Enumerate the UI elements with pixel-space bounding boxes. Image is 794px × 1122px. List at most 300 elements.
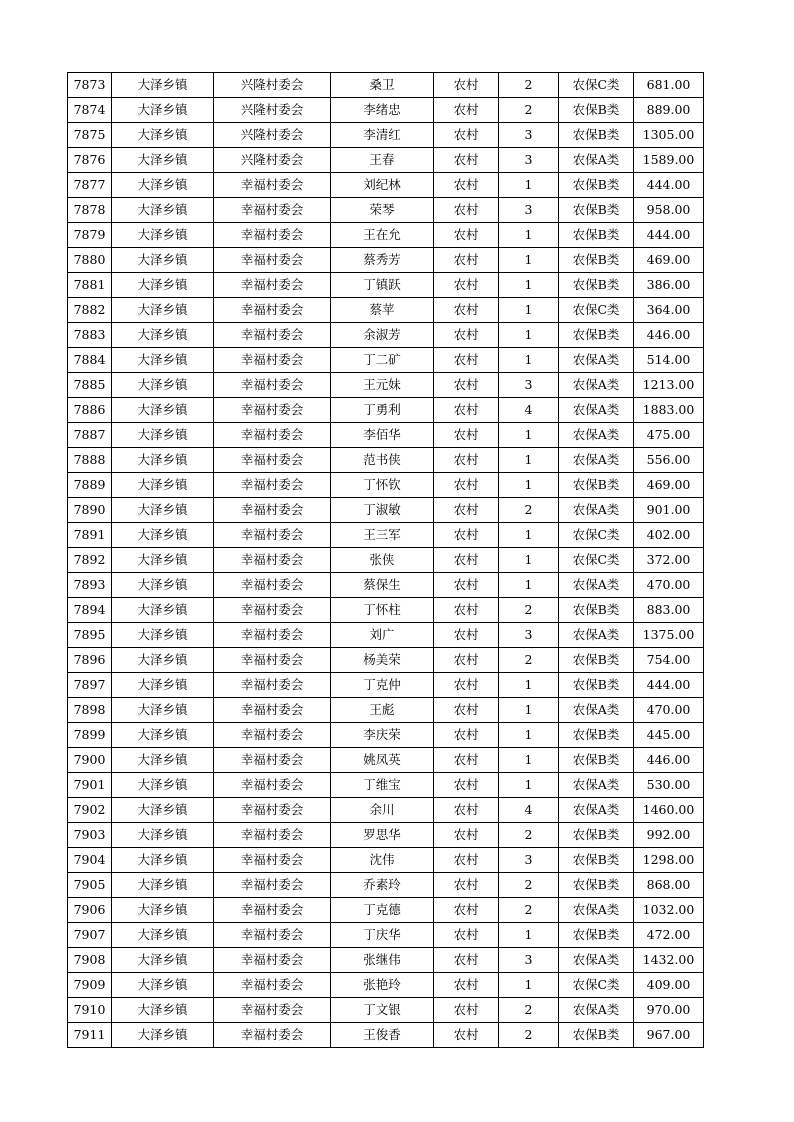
insurance-category-cell: 农保A类	[559, 148, 634, 173]
town-cell: 大泽乡镇	[112, 573, 214, 598]
row-number-cell: 7894	[68, 598, 112, 623]
person-name-cell: 荣琴	[331, 198, 434, 223]
household-type-cell: 农村	[434, 698, 499, 723]
household-type-cell: 农村	[434, 998, 499, 1023]
amount-cell: 402.00	[634, 523, 704, 548]
town-cell: 大泽乡镇	[112, 923, 214, 948]
insurance-category-cell: 农保A类	[559, 498, 634, 523]
table-row	[68, 98, 704, 123]
row-number-cell: 7896	[68, 648, 112, 673]
town-cell: 大泽乡镇	[112, 98, 214, 123]
table-row	[68, 923, 704, 948]
person-name-cell: 余淑芳	[331, 323, 434, 348]
table-row	[68, 598, 704, 623]
row-number-cell: 7876	[68, 148, 112, 173]
person-name-cell: 丁镇跃	[331, 273, 434, 298]
household-type-cell: 农村	[434, 623, 499, 648]
row-number-cell: 7875	[68, 123, 112, 148]
amount-cell: 469.00	[634, 248, 704, 273]
table-row	[68, 1023, 704, 1048]
amount-cell: 364.00	[634, 298, 704, 323]
amount-cell: 444.00	[634, 673, 704, 698]
person-name-cell: 乔素玲	[331, 873, 434, 898]
town-cell: 大泽乡镇	[112, 498, 214, 523]
amount-cell: 1375.00	[634, 623, 704, 648]
person-name-cell: 沈伟	[331, 848, 434, 873]
insurance-category-cell: 农保B类	[559, 173, 634, 198]
family-size-cell: 4	[499, 798, 559, 823]
town-cell: 大泽乡镇	[112, 123, 214, 148]
town-cell: 大泽乡镇	[112, 73, 214, 98]
household-type-cell: 农村	[434, 748, 499, 773]
family-size-cell: 3	[499, 198, 559, 223]
village-cell: 兴隆村委会	[214, 73, 331, 98]
table-row	[68, 398, 704, 423]
household-type-cell: 农村	[434, 148, 499, 173]
row-number-cell: 7883	[68, 323, 112, 348]
town-cell: 大泽乡镇	[112, 423, 214, 448]
row-number-cell: 7893	[68, 573, 112, 598]
insurance-category-cell: 农保A类	[559, 398, 634, 423]
person-name-cell: 丁怀柱	[331, 598, 434, 623]
family-size-cell: 1	[499, 748, 559, 773]
family-size-cell: 1	[499, 573, 559, 598]
town-cell: 大泽乡镇	[112, 323, 214, 348]
insurance-category-cell: 农保A类	[559, 348, 634, 373]
insurance-category-cell: 农保B类	[559, 923, 634, 948]
row-number-cell: 7873	[68, 73, 112, 98]
row-number-cell: 7900	[68, 748, 112, 773]
table-row	[68, 498, 704, 523]
village-cell: 幸福村委会	[214, 573, 331, 598]
town-cell: 大泽乡镇	[112, 998, 214, 1023]
village-cell: 幸福村委会	[214, 173, 331, 198]
family-size-cell: 3	[499, 623, 559, 648]
village-cell: 幸福村委会	[214, 673, 331, 698]
family-size-cell: 1	[499, 723, 559, 748]
table-row	[68, 223, 704, 248]
table-row	[68, 573, 704, 598]
village-cell: 幸福村委会	[214, 823, 331, 848]
person-name-cell: 王三军	[331, 523, 434, 548]
town-cell: 大泽乡镇	[112, 898, 214, 923]
village-cell: 幸福村委会	[214, 523, 331, 548]
town-cell: 大泽乡镇	[112, 223, 214, 248]
town-cell: 大泽乡镇	[112, 173, 214, 198]
village-cell: 幸福村委会	[214, 973, 331, 998]
insurance-category-cell: 农保A类	[559, 998, 634, 1023]
table-row	[68, 548, 704, 573]
person-name-cell: 罗思华	[331, 823, 434, 848]
insurance-category-cell: 农保B类	[559, 123, 634, 148]
row-number-cell: 7897	[68, 673, 112, 698]
person-name-cell: 李庆荣	[331, 723, 434, 748]
person-name-cell: 丁淑敏	[331, 498, 434, 523]
insurance-category-cell: 农保A类	[559, 948, 634, 973]
row-number-cell: 7889	[68, 473, 112, 498]
person-name-cell: 丁克德	[331, 898, 434, 923]
table-row	[68, 648, 704, 673]
village-cell: 兴隆村委会	[214, 148, 331, 173]
amount-cell: 1883.00	[634, 398, 704, 423]
person-name-cell: 刘广	[331, 623, 434, 648]
amount-cell: 1460.00	[634, 798, 704, 823]
village-cell: 幸福村委会	[214, 998, 331, 1023]
village-cell: 幸福村委会	[214, 773, 331, 798]
family-size-cell: 3	[499, 373, 559, 398]
family-size-cell: 1	[499, 673, 559, 698]
table-row	[68, 198, 704, 223]
village-cell: 幸福村委会	[214, 398, 331, 423]
family-size-cell: 1	[499, 523, 559, 548]
household-type-cell: 农村	[434, 323, 499, 348]
family-size-cell: 2	[499, 1023, 559, 1048]
person-name-cell: 蔡秀芳	[331, 248, 434, 273]
row-number-cell: 7888	[68, 448, 112, 473]
village-cell: 幸福村委会	[214, 448, 331, 473]
amount-cell: 883.00	[634, 598, 704, 623]
household-type-cell: 农村	[434, 823, 499, 848]
town-cell: 大泽乡镇	[112, 348, 214, 373]
amount-cell: 472.00	[634, 923, 704, 948]
table-row	[68, 473, 704, 498]
town-cell: 大泽乡镇	[112, 198, 214, 223]
household-type-cell: 农村	[434, 548, 499, 573]
household-type-cell: 农村	[434, 798, 499, 823]
person-name-cell: 丁二矿	[331, 348, 434, 373]
town-cell: 大泽乡镇	[112, 823, 214, 848]
village-cell: 幸福村委会	[214, 873, 331, 898]
town-cell: 大泽乡镇	[112, 723, 214, 748]
insurance-category-cell: 农保C类	[559, 298, 634, 323]
village-cell: 幸福村委会	[214, 598, 331, 623]
insurance-category-cell: 农保C类	[559, 973, 634, 998]
table-row	[68, 823, 704, 848]
town-cell: 大泽乡镇	[112, 373, 214, 398]
row-number-cell: 7874	[68, 98, 112, 123]
amount-cell: 470.00	[634, 698, 704, 723]
row-number-cell: 7905	[68, 873, 112, 898]
town-cell: 大泽乡镇	[112, 873, 214, 898]
table-row	[68, 348, 704, 373]
table-row	[68, 973, 704, 998]
household-type-cell: 农村	[434, 473, 499, 498]
family-size-cell: 2	[499, 823, 559, 848]
town-cell: 大泽乡镇	[112, 748, 214, 773]
family-size-cell: 1	[499, 698, 559, 723]
insurance-category-cell: 农保B类	[559, 98, 634, 123]
row-number-cell: 7906	[68, 898, 112, 923]
amount-cell: 530.00	[634, 773, 704, 798]
insurance-category-cell: 农保B类	[559, 598, 634, 623]
row-number-cell: 7879	[68, 223, 112, 248]
town-cell: 大泽乡镇	[112, 623, 214, 648]
household-type-cell: 农村	[434, 173, 499, 198]
insurance-category-cell: 农保A类	[559, 573, 634, 598]
table-row	[68, 423, 704, 448]
person-name-cell: 李佰华	[331, 423, 434, 448]
amount-cell: 446.00	[634, 323, 704, 348]
person-name-cell: 李清红	[331, 123, 434, 148]
town-cell: 大泽乡镇	[112, 848, 214, 873]
person-name-cell: 李绪忠	[331, 98, 434, 123]
person-name-cell: 蔡苹	[331, 298, 434, 323]
table-row	[68, 323, 704, 348]
amount-cell: 446.00	[634, 748, 704, 773]
row-number-cell: 7887	[68, 423, 112, 448]
row-number-cell: 7901	[68, 773, 112, 798]
insurance-category-cell: 农保B类	[559, 748, 634, 773]
insurance-category-cell: 农保A类	[559, 373, 634, 398]
village-cell: 幸福村委会	[214, 923, 331, 948]
family-size-cell: 2	[499, 998, 559, 1023]
town-cell: 大泽乡镇	[112, 598, 214, 623]
family-size-cell: 1	[499, 448, 559, 473]
row-number-cell: 7909	[68, 973, 112, 998]
row-number-cell: 7899	[68, 723, 112, 748]
town-cell: 大泽乡镇	[112, 273, 214, 298]
row-number-cell: 7891	[68, 523, 112, 548]
household-type-cell: 农村	[434, 523, 499, 548]
family-size-cell: 1	[499, 473, 559, 498]
family-size-cell: 2	[499, 498, 559, 523]
amount-cell: 868.00	[634, 873, 704, 898]
row-number-cell: 7881	[68, 273, 112, 298]
table-row	[68, 673, 704, 698]
family-size-cell: 3	[499, 848, 559, 873]
amount-cell: 681.00	[634, 73, 704, 98]
village-cell: 幸福村委会	[214, 223, 331, 248]
family-size-cell: 1	[499, 423, 559, 448]
family-size-cell: 3	[499, 148, 559, 173]
table-row	[68, 723, 704, 748]
insurance-category-cell: 农保B类	[559, 198, 634, 223]
household-type-cell: 农村	[434, 448, 499, 473]
town-cell: 大泽乡镇	[112, 973, 214, 998]
town-cell: 大泽乡镇	[112, 473, 214, 498]
household-type-cell: 农村	[434, 673, 499, 698]
town-cell: 大泽乡镇	[112, 1023, 214, 1048]
insurance-category-cell: 农保A类	[559, 698, 634, 723]
village-cell: 幸福村委会	[214, 323, 331, 348]
person-name-cell: 王彪	[331, 698, 434, 723]
table-row	[68, 148, 704, 173]
village-cell: 幸福村委会	[214, 423, 331, 448]
village-cell: 幸福村委会	[214, 1023, 331, 1048]
amount-cell: 1432.00	[634, 948, 704, 973]
household-type-cell: 农村	[434, 948, 499, 973]
town-cell: 大泽乡镇	[112, 398, 214, 423]
family-size-cell: 4	[499, 398, 559, 423]
village-cell: 幸福村委会	[214, 248, 331, 273]
row-number-cell: 7892	[68, 548, 112, 573]
town-cell: 大泽乡镇	[112, 773, 214, 798]
row-number-cell: 7898	[68, 698, 112, 723]
row-number-cell: 7902	[68, 798, 112, 823]
row-number-cell: 7903	[68, 823, 112, 848]
household-type-cell: 农村	[434, 248, 499, 273]
household-type-cell: 农村	[434, 723, 499, 748]
town-cell: 大泽乡镇	[112, 298, 214, 323]
amount-cell: 444.00	[634, 223, 704, 248]
table-row	[68, 873, 704, 898]
town-cell: 大泽乡镇	[112, 648, 214, 673]
row-number-cell: 7895	[68, 623, 112, 648]
household-type-cell: 农村	[434, 373, 499, 398]
village-cell: 幸福村委会	[214, 723, 331, 748]
amount-cell: 901.00	[634, 498, 704, 523]
amount-cell: 967.00	[634, 1023, 704, 1048]
family-size-cell: 3	[499, 123, 559, 148]
amount-cell: 445.00	[634, 723, 704, 748]
amount-cell: 470.00	[634, 573, 704, 598]
insurance-category-cell: 农保C类	[559, 548, 634, 573]
row-number-cell: 7877	[68, 173, 112, 198]
person-name-cell: 丁怀钦	[331, 473, 434, 498]
insurance-category-cell: 农保B类	[559, 848, 634, 873]
insurance-category-cell: 农保B类	[559, 223, 634, 248]
row-number-cell: 7880	[68, 248, 112, 273]
person-name-cell: 杨美荣	[331, 648, 434, 673]
amount-cell: 514.00	[634, 348, 704, 373]
household-type-cell: 农村	[434, 648, 499, 673]
person-name-cell: 王春	[331, 148, 434, 173]
amount-cell: 970.00	[634, 998, 704, 1023]
household-type-cell: 农村	[434, 73, 499, 98]
person-name-cell: 丁维宝	[331, 773, 434, 798]
household-type-cell: 农村	[434, 873, 499, 898]
person-name-cell: 余川	[331, 798, 434, 823]
table-row	[68, 748, 704, 773]
village-cell: 幸福村委会	[214, 623, 331, 648]
village-cell: 幸福村委会	[214, 373, 331, 398]
amount-cell: 1305.00	[634, 123, 704, 148]
household-type-cell: 农村	[434, 573, 499, 598]
person-name-cell: 王俊香	[331, 1023, 434, 1048]
town-cell: 大泽乡镇	[112, 148, 214, 173]
amount-cell: 958.00	[634, 198, 704, 223]
row-number-cell: 7882	[68, 298, 112, 323]
town-cell: 大泽乡镇	[112, 948, 214, 973]
household-type-cell: 农村	[434, 773, 499, 798]
family-size-cell: 1	[499, 923, 559, 948]
amount-cell: 556.00	[634, 448, 704, 473]
village-cell: 幸福村委会	[214, 298, 331, 323]
amount-cell: 1032.00	[634, 898, 704, 923]
household-type-cell: 农村	[434, 848, 499, 873]
person-name-cell: 丁勇利	[331, 398, 434, 423]
family-size-cell: 2	[499, 873, 559, 898]
family-size-cell: 1	[499, 548, 559, 573]
village-cell: 幸福村委会	[214, 548, 331, 573]
household-type-cell: 农村	[434, 1023, 499, 1048]
table-row	[68, 173, 704, 198]
table-row	[68, 73, 704, 98]
town-cell: 大泽乡镇	[112, 523, 214, 548]
table-row	[68, 898, 704, 923]
table-row	[68, 798, 704, 823]
village-cell: 幸福村委会	[214, 273, 331, 298]
family-size-cell: 3	[499, 948, 559, 973]
family-size-cell: 2	[499, 598, 559, 623]
person-name-cell: 范书侠	[331, 448, 434, 473]
data-table	[67, 72, 704, 1048]
table-row	[68, 998, 704, 1023]
village-cell: 幸福村委会	[214, 698, 331, 723]
family-size-cell: 1	[499, 773, 559, 798]
family-size-cell: 1	[499, 223, 559, 248]
family-size-cell: 1	[499, 248, 559, 273]
row-number-cell: 7885	[68, 373, 112, 398]
insurance-category-cell: 农保A类	[559, 798, 634, 823]
household-type-cell: 农村	[434, 348, 499, 373]
person-name-cell: 桑卫	[331, 73, 434, 98]
household-type-cell: 农村	[434, 398, 499, 423]
village-cell: 幸福村委会	[214, 848, 331, 873]
village-cell: 幸福村委会	[214, 648, 331, 673]
family-size-cell: 1	[499, 348, 559, 373]
village-cell: 幸福村委会	[214, 748, 331, 773]
village-cell: 幸福村委会	[214, 798, 331, 823]
amount-cell: 754.00	[634, 648, 704, 673]
insurance-category-cell: 农保B类	[559, 723, 634, 748]
household-type-cell: 农村	[434, 423, 499, 448]
amount-cell: 1213.00	[634, 373, 704, 398]
town-cell: 大泽乡镇	[112, 673, 214, 698]
row-number-cell: 7884	[68, 348, 112, 373]
town-cell: 大泽乡镇	[112, 798, 214, 823]
insurance-category-cell: 农保B类	[559, 873, 634, 898]
town-cell: 大泽乡镇	[112, 248, 214, 273]
household-type-cell: 农村	[434, 898, 499, 923]
insurance-category-cell: 农保C类	[559, 523, 634, 548]
village-cell: 兴隆村委会	[214, 123, 331, 148]
person-name-cell: 张艳玲	[331, 973, 434, 998]
table-row	[68, 298, 704, 323]
table-row	[68, 848, 704, 873]
amount-cell: 992.00	[634, 823, 704, 848]
amount-cell: 1298.00	[634, 848, 704, 873]
amount-cell: 889.00	[634, 98, 704, 123]
insurance-category-cell: 农保A类	[559, 423, 634, 448]
person-name-cell: 张侠	[331, 548, 434, 573]
row-number-cell: 7907	[68, 923, 112, 948]
village-cell: 幸福村委会	[214, 898, 331, 923]
village-cell: 兴隆村委会	[214, 98, 331, 123]
town-cell: 大泽乡镇	[112, 448, 214, 473]
family-size-cell: 1	[499, 173, 559, 198]
household-type-cell: 农村	[434, 273, 499, 298]
household-type-cell: 农村	[434, 223, 499, 248]
household-type-cell: 农村	[434, 123, 499, 148]
household-type-cell: 农村	[434, 198, 499, 223]
table-row	[68, 373, 704, 398]
family-size-cell: 2	[499, 898, 559, 923]
person-name-cell: 蔡保生	[331, 573, 434, 598]
person-name-cell: 姚凤英	[331, 748, 434, 773]
household-type-cell: 农村	[434, 923, 499, 948]
person-name-cell: 王元妹	[331, 373, 434, 398]
insurance-category-cell: 农保B类	[559, 648, 634, 673]
table-row	[68, 448, 704, 473]
table-row	[68, 123, 704, 148]
town-cell: 大泽乡镇	[112, 698, 214, 723]
household-type-cell: 农村	[434, 98, 499, 123]
table-body	[68, 73, 704, 1048]
town-cell: 大泽乡镇	[112, 548, 214, 573]
insurance-category-cell: 农保A类	[559, 448, 634, 473]
insurance-category-cell: 农保A类	[559, 898, 634, 923]
